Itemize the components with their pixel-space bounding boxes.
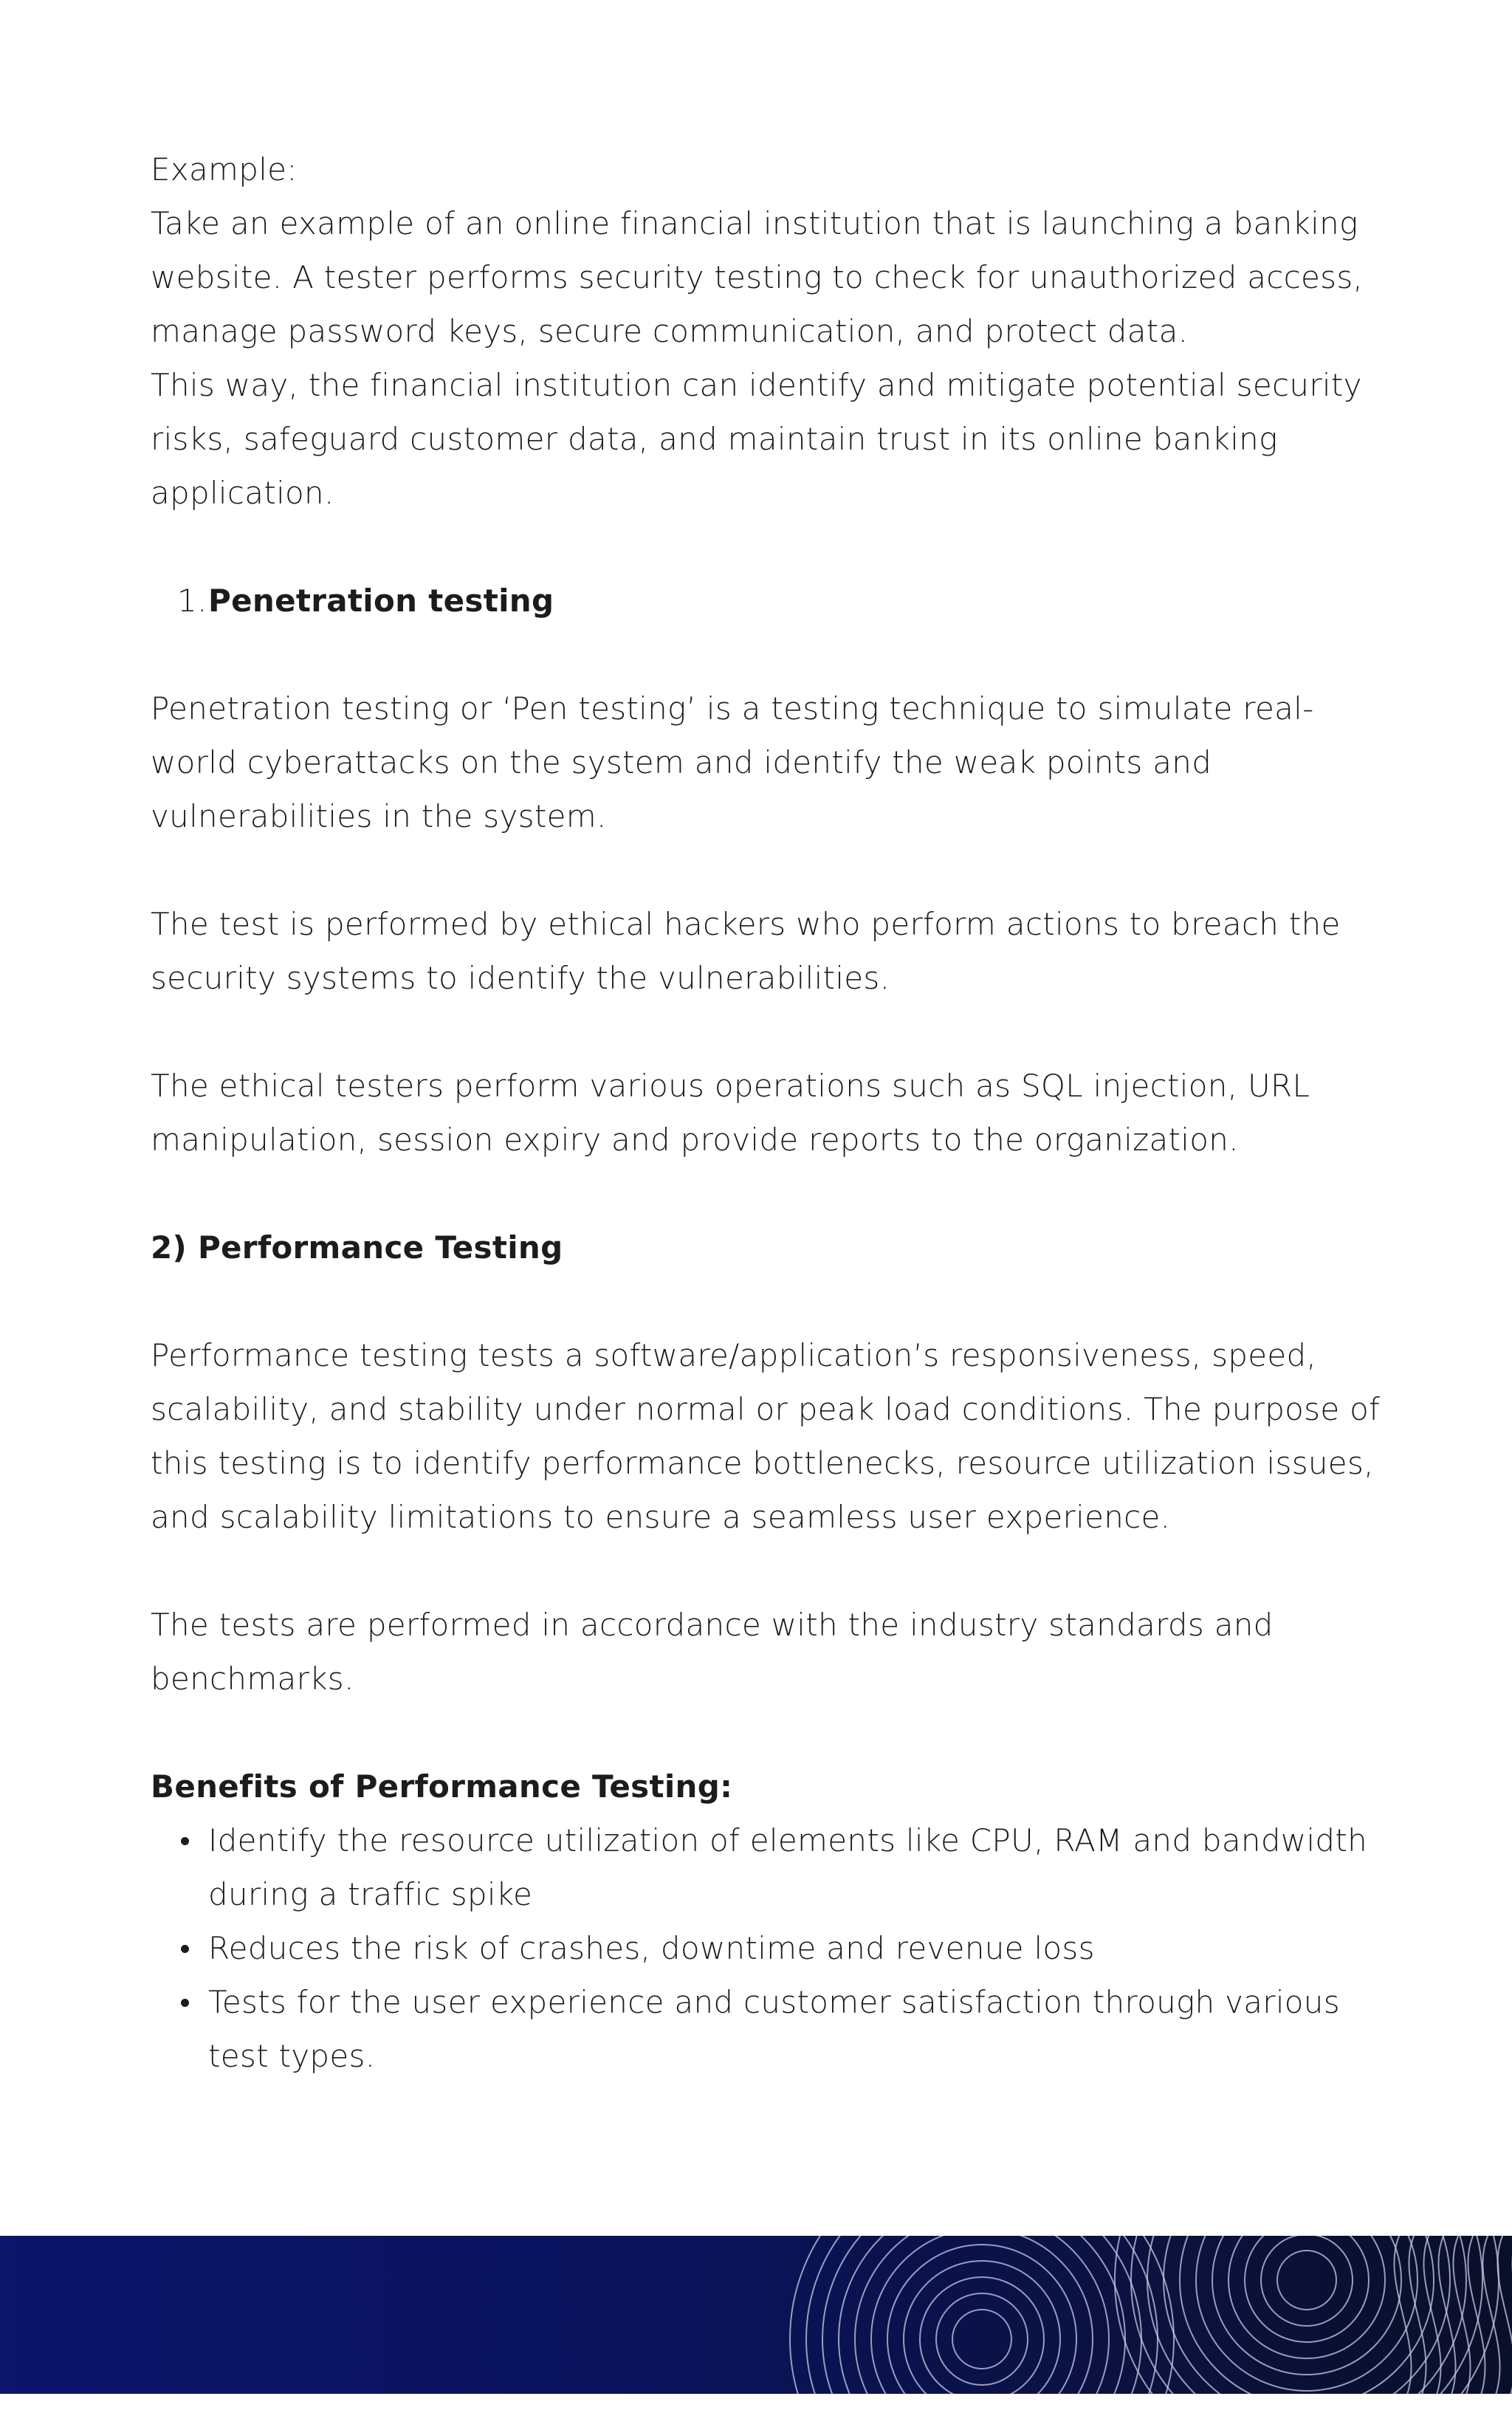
wave-arc — [1164, 2236, 1450, 2394]
wave-arc — [1261, 2236, 1353, 2326]
bullet-icon — [181, 1999, 189, 2007]
wave-arc — [936, 2293, 1028, 2385]
performance-paragraph: The tests are performed in accordance with the industry standards and benchmarks. — [151, 1607, 1274, 1697]
section-heading-performance: 2) Performance Testing — [151, 1229, 563, 1266]
section-heading-text: Penetration testing — [208, 583, 554, 619]
list-item-text: Tests for the user experience and customer satisfaction through various test types. — [208, 1984, 1340, 2074]
wave-arc — [839, 2236, 1125, 2394]
wave-arc — [1131, 2236, 1482, 2394]
benefits-heading: Benefits of Performance Testing: — [151, 1768, 733, 1805]
bullet-icon — [181, 1945, 189, 1953]
wave-arc — [920, 2277, 1044, 2394]
penetration-paragraph: The ethical testers perform various operations such as SQL injection, URL manipulation, session expiry and provide reports to the organization. — [151, 1068, 1310, 1158]
performance-paragraph: Performance testing tests a software/application’s responsiveness, speed, scalability, and stability under normal or peak load conditions. The purpose of this testing is to identify performance bottlenecks, resource utilization issues, and scalability limitations to ensure a seamless user experience. — [151, 1337, 1381, 1535]
wave-arc — [887, 2245, 1076, 2394]
benefits-list — [151, 1813, 1391, 2083]
wave-arc — [1196, 2236, 1418, 2391]
spacer — [151, 1005, 1391, 1059]
list-item — [151, 1813, 1391, 1921]
spacer — [151, 843, 1391, 897]
wave-arc — [1277, 2251, 1336, 2310]
list-item-text: Reduces the risk of crashes, downtime and revenue loss — [208, 1930, 1095, 1966]
penetration-paragraph: Penetration testing or ‘Pen testing’ is a testing technique to simulate real-world cyberattacks on the system and identify the weak points and vulnerabilities in the system. — [151, 690, 1314, 834]
bullet-icon — [181, 1837, 189, 1845]
wave-arc — [904, 2261, 1060, 2394]
footer-banner — [0, 2236, 1512, 2394]
wave-arc — [1212, 2236, 1401, 2375]
wave-arc — [1180, 2236, 1434, 2394]
penetration-paragraph: The test is performed by ethical hackers who perform actions to breach the security systems to identify the vulnerabilities. — [151, 906, 1341, 996]
list-item-text: Identify the resource utilization of elements like CPU, RAM and bandwidth during a traffic spike — [208, 1822, 1368, 1912]
section-heading-penetration — [151, 574, 1391, 628]
spacer — [151, 1544, 1391, 1598]
example-conclusion: This way, the financial institution can identify and mitigate potential security risks, safeguard customer data, and maintain trust in its online banking application. — [151, 367, 1362, 511]
wave-arc — [1228, 2236, 1385, 2358]
wave-arc — [822, 2236, 1141, 2394]
example-label: Example: — [151, 151, 298, 188]
wave-arc — [871, 2236, 1093, 2394]
spacer — [151, 520, 1391, 574]
spacer — [151, 1706, 1391, 1760]
wave-arc — [952, 2310, 1011, 2369]
example-paragraph: Take an example of an online financial institution that is launching a banking website. A tester performs security testing to check for unauthorized access, manage password keys, secure communication, and protect data. — [151, 205, 1364, 349]
spacer — [151, 1167, 1391, 1221]
page-content — [151, 143, 1391, 2083]
list-item — [151, 1975, 1391, 2083]
wave-pattern-decoration — [0, 2236, 1512, 2394]
wave-lines — [790, 2236, 1512, 2394]
list-number: 1. — [177, 583, 207, 619]
list-item — [151, 1921, 1391, 1975]
spacer — [151, 628, 1391, 682]
spacer — [151, 1274, 1391, 1328]
